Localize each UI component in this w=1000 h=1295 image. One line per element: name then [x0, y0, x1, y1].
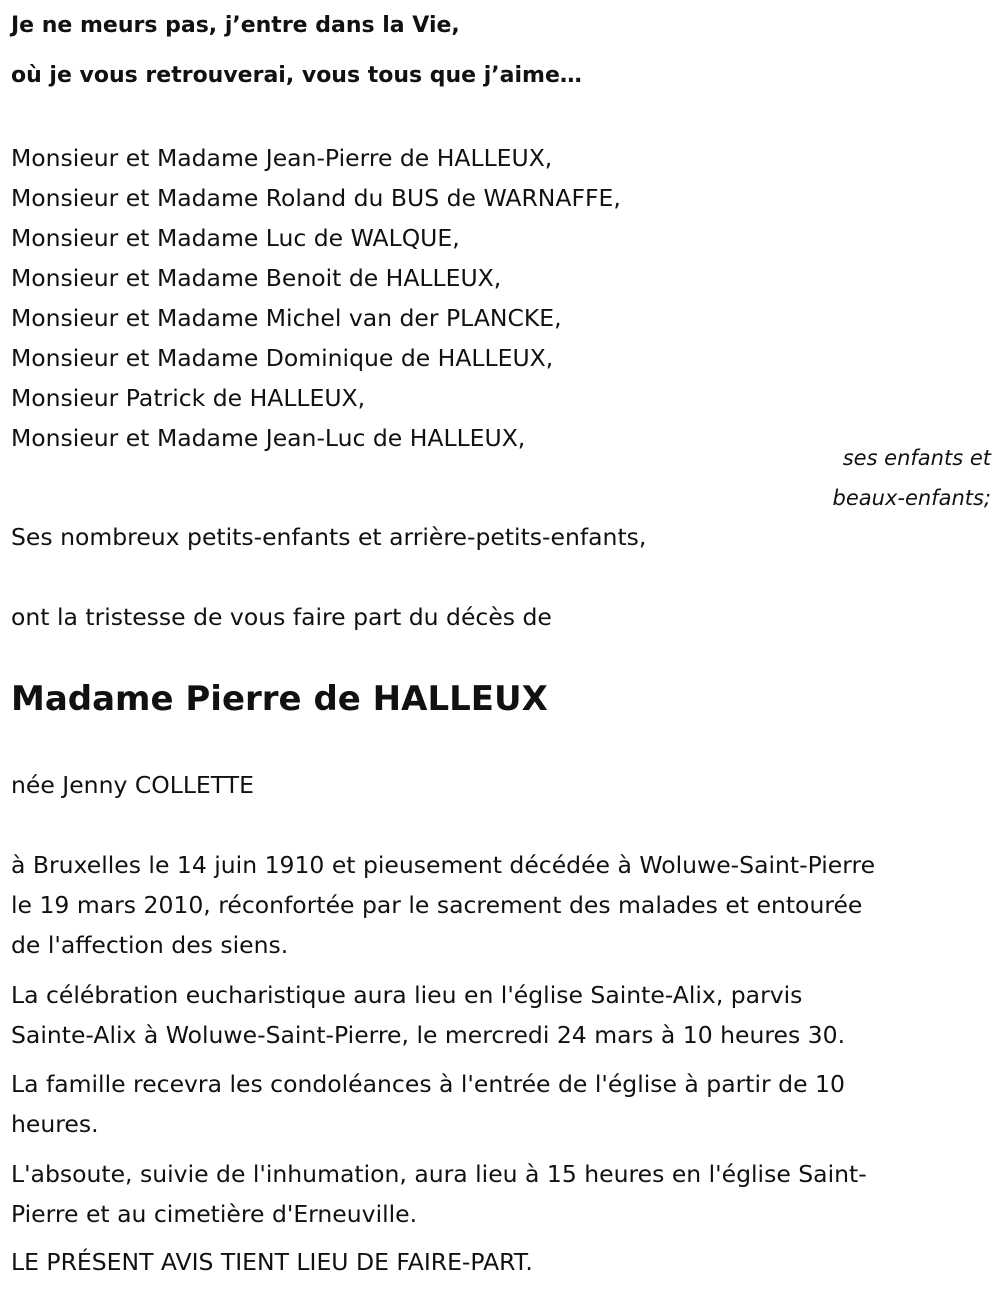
child-entry: Monsieur et Madame Michel van der PLANCKE,	[11, 304, 562, 332]
announcement-line: ont la tristesse de vous faire part du décès de	[11, 603, 552, 631]
paragraph-line: de l'affection des siens.	[11, 931, 289, 959]
paragraph-line: L'absoute, suivie de l'inhumation, aura lieu à 15 heures en l'église Saint-	[11, 1160, 867, 1188]
child-entry: Monsieur Patrick de HALLEUX,	[11, 384, 366, 412]
paragraph-line: heures.	[11, 1110, 99, 1138]
paragraph-line: Sainte-Alix à Woluwe-Saint-Pierre, le mercredi 24 mars à 10 heures 30.	[11, 1021, 846, 1049]
maiden-name: née Jenny COLLETTE	[11, 771, 254, 799]
paragraph-line: Pierre et au cimetière d'Erneuville.	[11, 1200, 418, 1228]
children-role-line-1: ses enfants et	[842, 446, 991, 470]
paragraph-line: à Bruxelles le 14 juin 1910 et pieusement décédée à Woluwe-Saint-Pierre	[11, 851, 876, 879]
condolences-paragraph	[11, 1064, 993, 1144]
epigraph-line-1: Je ne meurs pas, j’entre dans la Vie,	[11, 13, 460, 38]
children-role-line-2: beaux-enfants;	[832, 486, 991, 510]
paragraph-line: La famille recevra les condoléances à l'entrée de l'église à partir de 10	[11, 1070, 845, 1098]
child-entry: Monsieur et Madame Jean-Luc de HALLEUX,	[11, 424, 526, 452]
child-entry: Monsieur et Madame Dominique de HALLEUX,	[11, 344, 554, 372]
paragraph-line: le 19 mars 2010, réconfortée par le sacrement des malades et entourée	[11, 891, 863, 919]
children-list	[11, 138, 621, 458]
closing-notice: LE PRÉSENT AVIS TIENT LIEU DE FAIRE-PART.	[11, 1248, 533, 1276]
deceased-name: Madame Pierre de HALLEUX	[11, 679, 548, 719]
child-entry: Monsieur et Madame Luc de WALQUE,	[11, 224, 460, 252]
child-entry: Monsieur et Madame Benoit de HALLEUX,	[11, 264, 502, 292]
birth-death-paragraph	[11, 845, 993, 965]
epigraph-line-2: où je vous retrouverai, vous tous que j’aime…	[11, 63, 582, 88]
child-entry: Monsieur et Madame Jean-Pierre de HALLEUX,	[11, 144, 553, 172]
grandchildren-line: Ses nombreux petits-enfants et arrière-petits-enfants,	[11, 523, 647, 551]
celebration-paragraph	[11, 975, 993, 1055]
child-entry: Monsieur et Madame Roland du BUS de WARNAFFE,	[11, 184, 621, 212]
paragraph-line: La célébration eucharistique aura lieu en l'église Sainte-Alix, parvis	[11, 981, 803, 1009]
burial-paragraph	[11, 1154, 993, 1234]
